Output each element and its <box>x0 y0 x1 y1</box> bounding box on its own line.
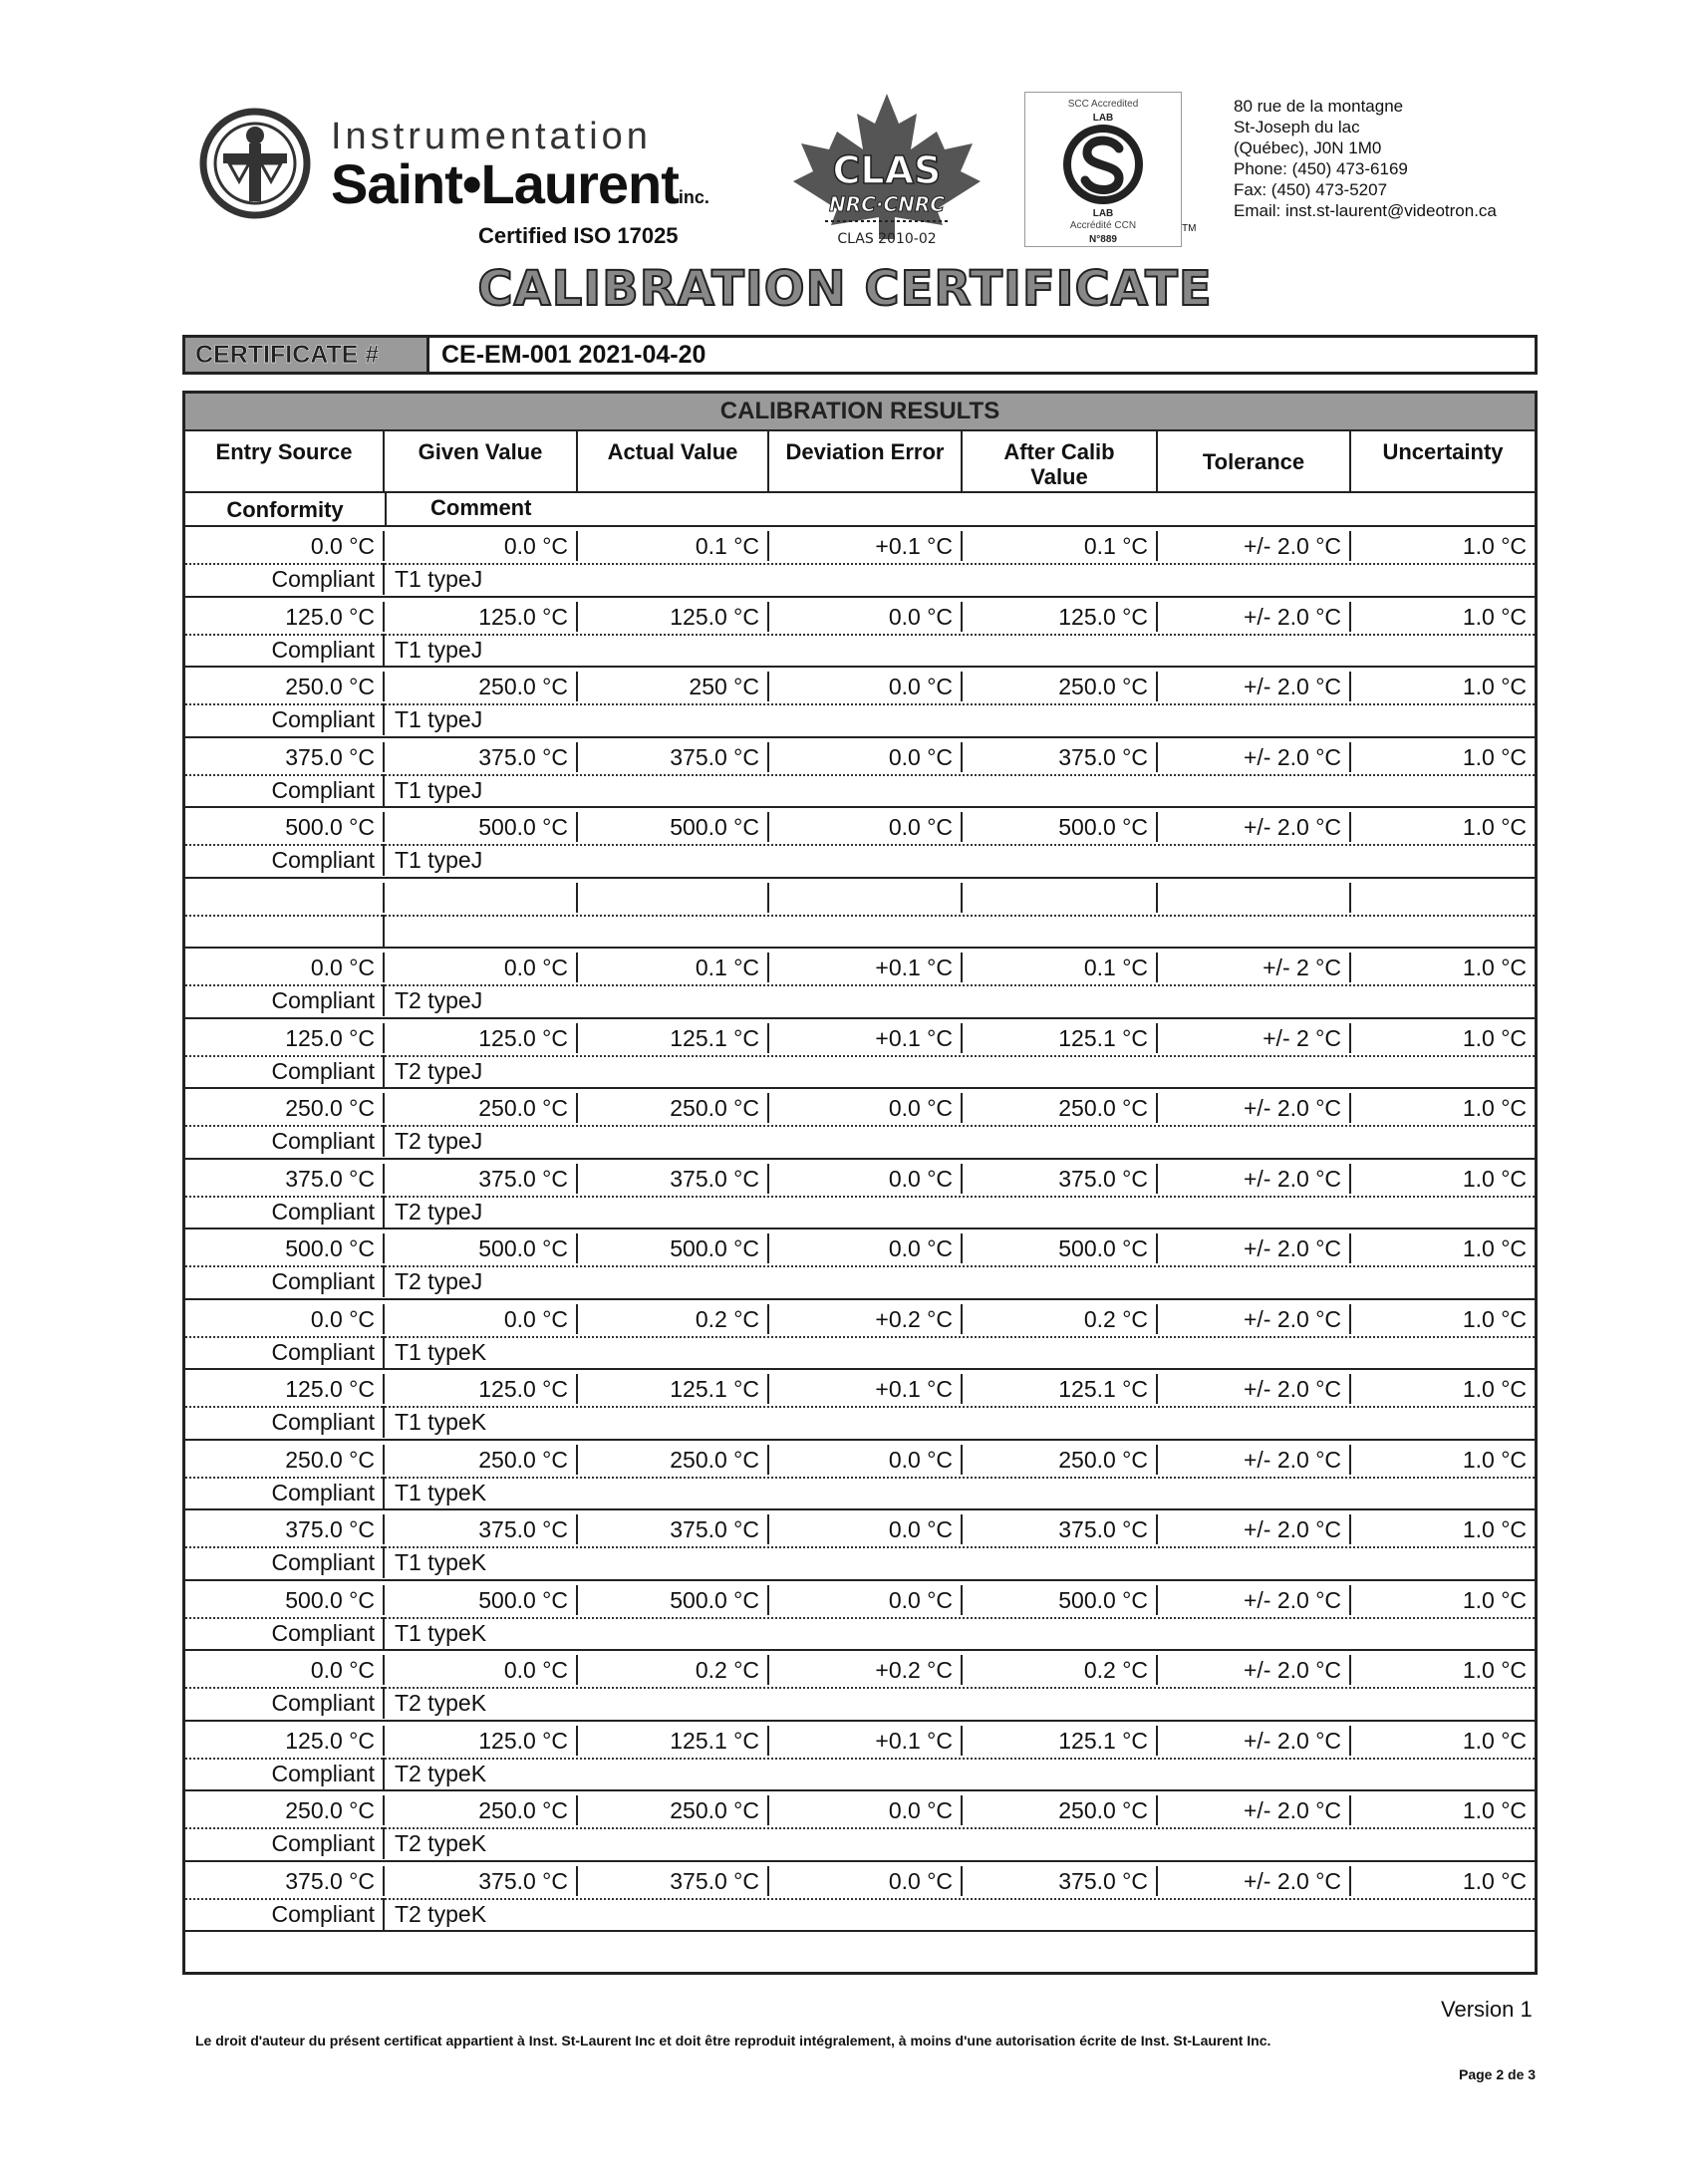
cell-tolerance: +/- 2.0 °C <box>1158 672 1351 701</box>
clas-logo-text: CLAS <box>832 148 942 192</box>
cell-tolerance: +/- 2.0 °C <box>1158 812 1351 842</box>
cell-given-value: 0.0 °C <box>385 531 578 561</box>
clas-maple-leaf-logo <box>777 92 996 251</box>
cell-actual-value: 500.0 °C <box>578 812 769 842</box>
row-values <box>185 1370 1535 1408</box>
cell-conformity: Compliant <box>185 774 385 806</box>
cell-comment: T1 typeK <box>395 1619 487 1646</box>
cell-given-value: 125.0 °C <box>385 1374 578 1404</box>
scc-accreditation-logo <box>1024 92 1182 247</box>
cell-comment: T2 typeK <box>395 1690 487 1716</box>
cell-tolerance: +/- 2.0 °C <box>1158 1726 1351 1756</box>
cell-comment: T1 typeK <box>395 1479 487 1505</box>
cell-after-calib: 0.1 °C <box>963 953 1158 982</box>
cell-given-value: 0.0 °C <box>385 1655 578 1685</box>
row-values <box>185 1089 1535 1127</box>
cell-given-value: 500.0 °C <box>385 1585 578 1615</box>
address-line: (Québec), J0N 1M0 <box>1234 138 1382 157</box>
row-values <box>185 1791 1535 1829</box>
table-row <box>185 1862 1535 1933</box>
table-row <box>185 1160 1535 1230</box>
company-line1: Instrumentation <box>331 116 652 157</box>
col-actual-value: Actual Value <box>578 431 769 491</box>
results-title: CALIBRATION RESULTS <box>185 394 1535 431</box>
cell-deviation-error: 0.0 °C <box>769 1585 963 1615</box>
cell-actual-value: 375.0 °C <box>578 742 769 772</box>
table-row <box>185 1089 1535 1160</box>
cell-entry-source: 250.0 °C <box>185 1093 385 1123</box>
table-row <box>185 527 1535 598</box>
cell-deviation-error: 0.0 °C <box>769 1866 963 1896</box>
cell-conformity: Compliant <box>185 563 385 595</box>
cell-uncertainty: 1.0 °C <box>1462 1657 1527 1683</box>
row-conformity <box>185 1055 1535 1087</box>
cell-comment: T1 typeK <box>395 1549 487 1575</box>
cell-actual-value: 250.0 °C <box>578 1445 769 1475</box>
cell-uncertainty: 1.0 °C <box>1462 1516 1527 1542</box>
column-headers <box>185 431 1535 493</box>
table-row <box>185 1300 1535 1371</box>
row-values <box>185 949 1535 986</box>
cell-conformity: Compliant <box>185 1055 385 1087</box>
row-values <box>185 738 1535 776</box>
cell-comment: T1 typeJ <box>395 566 483 592</box>
cell-conformity: Compliant <box>185 1617 385 1649</box>
cell-deviation-error: 0.0 °C <box>769 1445 963 1475</box>
cell-uncertainty: 1.0 °C <box>1462 603 1527 630</box>
col-given-value: Given Value <box>385 431 578 491</box>
scc-top-text: SCC Accredited <box>1067 99 1139 110</box>
table-row <box>185 1651 1535 1722</box>
cell-actual-value: 125.1 °C <box>578 1023 769 1053</box>
cell-after-calib: 250.0 °C <box>963 1093 1158 1123</box>
cell-conformity: Compliant <box>185 1196 385 1228</box>
cell-actual-value: 500.0 °C <box>578 1233 769 1263</box>
cell-uncertainty: 1.0 °C <box>1462 674 1527 699</box>
cell-tolerance: +/- 2.0 °C <box>1158 1445 1351 1475</box>
table-row <box>185 1722 1535 1792</box>
cell-comment: T1 typeK <box>395 1409 487 1435</box>
cell-after-calib: 0.2 °C <box>963 1304 1158 1334</box>
col-conformity: Conformity <box>226 497 344 522</box>
col-entry-source: Entry Source <box>185 431 385 491</box>
cell-uncertainty: 1.0 °C <box>1462 1586 1527 1613</box>
cell-comment: T2 typeJ <box>395 1198 483 1225</box>
table-row <box>185 598 1535 669</box>
scc-number: N°889 <box>1089 234 1117 245</box>
company-address <box>1234 96 1497 221</box>
row-conformity <box>185 1265 1535 1297</box>
row-conformity <box>185 634 1535 666</box>
cell-conformity: Compliant <box>185 1546 385 1578</box>
page-title: CALIBRATION CERTIFICATE <box>477 261 1213 317</box>
cell-given-value: 125.0 °C <box>385 602 578 632</box>
row-values <box>185 1722 1535 1760</box>
cell-actual-value: 125.0 °C <box>578 602 769 632</box>
row-conformity <box>185 1196 1535 1228</box>
cell-conformity: Compliant <box>185 1265 385 1297</box>
row-values <box>185 598 1535 636</box>
cell-tolerance: +/- 2 °C <box>1158 1023 1351 1053</box>
table-row <box>185 1441 1535 1511</box>
cell-comment: T1 typeJ <box>395 706 483 732</box>
cell-conformity: Compliant <box>185 1406 385 1438</box>
cell-comment: T1 typeK <box>395 1338 487 1365</box>
cell-uncertainty: 1.0 °C <box>1462 1727 1527 1754</box>
cell-entry-source: 125.0 °C <box>185 1726 385 1756</box>
cell-deviation-error: +0.1 °C <box>769 531 963 561</box>
col-uncertainty: Uncertainty <box>1382 439 1504 464</box>
cell-given-value <box>385 883 578 913</box>
cell-after-calib: 500.0 °C <box>963 1233 1158 1263</box>
row-conformity <box>185 1406 1535 1438</box>
row-conformity <box>185 774 1535 806</box>
cell-conformity: Compliant <box>185 1336 385 1368</box>
cell-deviation-error: 0.0 °C <box>769 1795 963 1825</box>
cell-deviation-error: 0.0 °C <box>769 1514 963 1544</box>
cell-deviation-error: 0.0 °C <box>769 1233 963 1263</box>
cell-uncertainty: 1.0 °C <box>1462 1024 1527 1051</box>
address-email: Email: inst.st-laurent@videotron.ca <box>1234 201 1497 220</box>
cell-entry-source: 375.0 °C <box>185 742 385 772</box>
cell-deviation-error: 0.0 °C <box>769 1164 963 1194</box>
company-name-text: Saint•Laurent <box>331 152 679 215</box>
cell-deviation-error: 0.0 °C <box>769 812 963 842</box>
cell-given-value: 250.0 °C <box>385 1795 578 1825</box>
company-logo <box>199 100 717 248</box>
address-phone: Phone: (450) 473-6169 <box>1234 159 1408 178</box>
col-deviation-error: Deviation Error <box>769 431 963 491</box>
copyright-notice: Le droit d'auteur du présent certificat appartient à Inst. St-Laurent Inc et doit être reproduit intégralement, à moins d'une autorisation écrite de Inst. St-Laurent Inc. <box>195 2033 1271 2048</box>
row-conformity <box>185 1687 1535 1719</box>
cell-conformity: Compliant <box>185 1477 385 1508</box>
row-conformity <box>185 1898 1535 1930</box>
row-values <box>185 808 1535 846</box>
row-conformity <box>185 1758 1535 1789</box>
cell-given-value: 250.0 °C <box>385 1093 578 1123</box>
table-row <box>185 668 1535 738</box>
certificate-value: CE-EM-001 2021-04-20 <box>441 341 706 369</box>
table-row <box>185 1581 1535 1652</box>
company-suffix: inc. <box>678 187 709 207</box>
cell-comment: T2 typeK <box>395 1760 487 1786</box>
row-conformity <box>185 1336 1535 1368</box>
cell-entry-source: 125.0 °C <box>185 602 385 632</box>
cell-comment: T2 typeK <box>395 1900 487 1927</box>
cell-after-calib: 125.0 °C <box>963 602 1158 632</box>
cell-uncertainty: 1.0 °C <box>1462 1305 1527 1332</box>
cell-given-value: 125.0 °C <box>385 1023 578 1053</box>
cell-given-value: 250.0 °C <box>385 672 578 701</box>
cell-after-calib: 375.0 °C <box>963 1514 1158 1544</box>
cell-actual-value: 250 °C <box>578 672 769 701</box>
cell-given-value: 375.0 °C <box>385 742 578 772</box>
cell-deviation-error: +0.2 °C <box>769 1304 963 1334</box>
cell-entry-source: 500.0 °C <box>185 1585 385 1615</box>
cell-uncertainty: 1.0 °C <box>1462 533 1527 559</box>
cell-given-value: 375.0 °C <box>385 1514 578 1544</box>
cell-deviation-error: 0.0 °C <box>769 742 963 772</box>
table-row <box>185 949 1535 1019</box>
cell-given-value: 500.0 °C <box>385 1233 578 1263</box>
table-row <box>185 879 1535 950</box>
cell-conformity: Compliant <box>185 1125 385 1157</box>
cell-entry-source: 125.0 °C <box>185 1023 385 1053</box>
cell-actual-value: 500.0 °C <box>578 1585 769 1615</box>
row-values <box>185 1300 1535 1338</box>
cell-conformity: Compliant <box>185 844 385 876</box>
cell-actual-value: 125.1 °C <box>578 1374 769 1404</box>
row-values <box>185 1862 1535 1900</box>
address-line: St-Joseph du lac <box>1234 118 1360 136</box>
row-values <box>185 1019 1535 1057</box>
cell-conformity <box>185 915 385 947</box>
row-values <box>185 1229 1535 1267</box>
cell-given-value: 125.0 °C <box>385 1726 578 1756</box>
cell-actual-value: 0.1 °C <box>578 953 769 982</box>
scc-bottom-lab-text: LAB <box>1092 208 1114 219</box>
table-row <box>185 1510 1535 1581</box>
row-values <box>185 1581 1535 1619</box>
cell-actual-value: 250.0 °C <box>578 1093 769 1123</box>
cell-conformity: Compliant <box>185 1898 385 1930</box>
table-row <box>185 1370 1535 1441</box>
row-conformity <box>185 1827 1535 1859</box>
cell-conformity: Compliant <box>185 1827 385 1859</box>
row-conformity <box>185 844 1535 876</box>
cell-comment: T2 typeJ <box>395 987 483 1013</box>
clas-logo-code: CLAS 2010-02 <box>837 231 937 247</box>
col-tolerance: Tolerance <box>1158 431 1351 491</box>
clas-logo-subtext: NRC·CNRC <box>829 192 945 216</box>
row-values <box>185 1510 1535 1548</box>
cell-uncertainty: 1.0 °C <box>1462 743 1527 770</box>
cell-tolerance: +/- 2.0 °C <box>1158 1093 1351 1123</box>
cell-uncertainty: 1.0 °C <box>1462 1165 1527 1192</box>
cell-given-value: 0.0 °C <box>385 953 578 982</box>
row-conformity <box>185 703 1535 735</box>
cell-after-calib: 0.2 °C <box>963 1655 1158 1685</box>
compass-cross-icon <box>199 108 311 219</box>
cell-after-calib: 250.0 °C <box>963 672 1158 701</box>
cell-entry-source: 375.0 °C <box>185 1164 385 1194</box>
cell-comment: T2 typeJ <box>395 1057 483 1084</box>
cell-actual-value <box>578 883 769 913</box>
cell-deviation-error <box>769 883 963 913</box>
cell-entry-source: 250.0 °C <box>185 1445 385 1475</box>
cell-after-calib: 250.0 °C <box>963 1445 1158 1475</box>
cell-comment: T1 typeJ <box>395 847 483 873</box>
cell-actual-value: 375.0 °C <box>578 1514 769 1544</box>
cell-uncertainty <box>1351 883 1535 913</box>
cell-uncertainty: 1.0 °C <box>1462 814 1527 840</box>
row-values <box>185 1441 1535 1479</box>
cell-comment: T1 typeJ <box>395 776 483 803</box>
cell-deviation-error: +0.1 °C <box>769 1374 963 1404</box>
cell-conformity: Compliant <box>185 703 385 735</box>
cell-entry-source: 0.0 °C <box>185 1655 385 1685</box>
cell-entry-source: 500.0 °C <box>185 812 385 842</box>
cell-tolerance: +/- 2 °C <box>1158 953 1351 982</box>
table-row <box>185 738 1535 809</box>
cell-conformity: Compliant <box>185 1687 385 1719</box>
cell-after-calib: 375.0 °C <box>963 742 1158 772</box>
cell-uncertainty: 1.0 °C <box>1462 1235 1527 1261</box>
cell-after-calib: 125.1 °C <box>963 1726 1158 1756</box>
cell-entry-source: 0.0 °C <box>185 1304 385 1334</box>
cell-deviation-error: 0.0 °C <box>769 1093 963 1123</box>
row-values <box>185 668 1535 705</box>
cell-entry-source: 375.0 °C <box>185 1514 385 1544</box>
certificate-number-bar <box>182 335 1538 375</box>
cell-actual-value: 250.0 °C <box>578 1795 769 1825</box>
row-conformity <box>185 1617 1535 1649</box>
cell-conformity: Compliant <box>185 984 385 1016</box>
cell-actual-value: 0.2 °C <box>578 1304 769 1334</box>
row-conformity <box>185 915 1535 947</box>
table-row <box>185 1791 1535 1862</box>
cell-after-calib: 375.0 °C <box>963 1164 1158 1194</box>
cell-deviation-error: +0.1 °C <box>769 953 963 982</box>
cell-comment: T2 typeJ <box>395 1128 483 1154</box>
cell-tolerance: +/- 2.0 °C <box>1158 1233 1351 1263</box>
cell-after-calib: 250.0 °C <box>963 1795 1158 1825</box>
cell-deviation-error: 0.0 °C <box>769 602 963 632</box>
cell-tolerance: +/- 2.0 °C <box>1158 602 1351 632</box>
cell-tolerance: +/- 2.0 °C <box>1158 1164 1351 1194</box>
scc-lab-text: LAB <box>1092 113 1114 124</box>
cell-tolerance: +/- 2.0 °C <box>1158 1795 1351 1825</box>
cell-deviation-error: +0.1 °C <box>769 1023 963 1053</box>
col-comment: Comment <box>385 493 531 525</box>
cell-comment: T2 typeJ <box>395 1268 483 1294</box>
page-number: Page 2 de 3 <box>1459 2066 1537 2082</box>
cell-tolerance: +/- 2.0 °C <box>1158 1866 1351 1896</box>
cell-given-value: 375.0 °C <box>385 1866 578 1896</box>
cell-tolerance <box>1158 883 1351 913</box>
row-values <box>185 527 1535 565</box>
cell-actual-value: 125.1 °C <box>578 1726 769 1756</box>
certificate-label: CERTIFICATE # <box>185 338 429 372</box>
cell-deviation-error: 0.0 °C <box>769 672 963 701</box>
cell-entry-source <box>185 883 385 913</box>
results-rows <box>185 527 1535 1932</box>
row-conformity <box>185 563 1535 595</box>
cell-tolerance: +/- 2.0 °C <box>1158 1374 1351 1404</box>
cell-actual-value: 375.0 °C <box>578 1866 769 1896</box>
cell-deviation-error: +0.2 °C <box>769 1655 963 1685</box>
cell-entry-source: 250.0 °C <box>185 1795 385 1825</box>
cell-deviation-error: +0.1 °C <box>769 1726 963 1756</box>
row-conformity <box>185 1546 1535 1578</box>
cell-uncertainty: 1.0 °C <box>1462 1797 1527 1823</box>
cell-tolerance: +/- 2.0 °C <box>1158 1304 1351 1334</box>
cell-uncertainty: 1.0 °C <box>1462 1867 1527 1894</box>
calibration-results-table <box>182 391 1538 1975</box>
cell-entry-source: 125.0 °C <box>185 1374 385 1404</box>
cell-uncertainty: 1.0 °C <box>1462 955 1527 980</box>
cell-given-value: 250.0 °C <box>385 1445 578 1475</box>
cell-tolerance: +/- 2.0 °C <box>1158 531 1351 561</box>
row-values <box>185 1651 1535 1689</box>
cell-given-value: 375.0 °C <box>385 1164 578 1194</box>
cell-comment: T2 typeK <box>395 1830 487 1856</box>
cell-entry-source: 250.0 °C <box>185 672 385 701</box>
cell-after-calib: 0.1 °C <box>963 531 1158 561</box>
cell-tolerance: +/- 2.0 °C <box>1158 742 1351 772</box>
cell-entry-source: 375.0 °C <box>185 1866 385 1896</box>
row-conformity <box>185 1477 1535 1508</box>
cell-after-calib: 500.0 °C <box>963 812 1158 842</box>
table-row <box>185 1229 1535 1300</box>
cell-entry-source: 500.0 °C <box>185 1233 385 1263</box>
cell-after-calib: 125.1 °C <box>963 1374 1158 1404</box>
scc-trademark: TM <box>1182 223 1197 234</box>
col-after-calib: After Calib Value <box>963 431 1158 491</box>
company-name <box>331 151 709 216</box>
address-line: 80 rue de la montagne <box>1234 97 1404 116</box>
cell-tolerance: +/- 2.0 °C <box>1158 1655 1351 1685</box>
cell-actual-value: 0.1 °C <box>578 531 769 561</box>
cell-uncertainty: 1.0 °C <box>1462 1095 1527 1121</box>
cell-entry-source: 0.0 °C <box>185 531 385 561</box>
row-values <box>185 879 1535 917</box>
document-version: Version 1 <box>1441 1997 1533 2022</box>
cell-after-calib <box>963 883 1158 913</box>
iso-certification: Certified ISO 17025 <box>478 223 679 248</box>
cell-after-calib: 125.1 °C <box>963 1023 1158 1053</box>
cell-tolerance: +/- 2.0 °C <box>1158 1514 1351 1544</box>
cell-comment: T1 typeJ <box>395 636 483 663</box>
cell-given-value: 0.0 °C <box>385 1304 578 1334</box>
cell-uncertainty: 1.0 °C <box>1462 1376 1527 1402</box>
cell-entry-source: 0.0 °C <box>185 953 385 982</box>
table-row <box>185 1019 1535 1090</box>
cell-given-value: 500.0 °C <box>385 812 578 842</box>
address-fax: Fax: (450) 473-5207 <box>1234 180 1388 199</box>
row-values <box>185 1160 1535 1198</box>
row-conformity <box>185 984 1535 1016</box>
table-row <box>185 808 1535 879</box>
cell-uncertainty: 1.0 °C <box>1462 1446 1527 1473</box>
cell-conformity: Compliant <box>185 1758 385 1789</box>
cell-after-calib: 375.0 °C <box>963 1866 1158 1896</box>
sub-headers <box>185 493 1535 527</box>
cell-conformity: Compliant <box>185 634 385 666</box>
cell-tolerance: +/- 2.0 °C <box>1158 1585 1351 1615</box>
row-conformity <box>185 1125 1535 1157</box>
cell-after-calib: 500.0 °C <box>963 1585 1158 1615</box>
cell-actual-value: 375.0 °C <box>578 1164 769 1194</box>
cell-actual-value: 0.2 °C <box>578 1655 769 1685</box>
scc-bottom-text: Accrédité CCN <box>1069 220 1137 231</box>
